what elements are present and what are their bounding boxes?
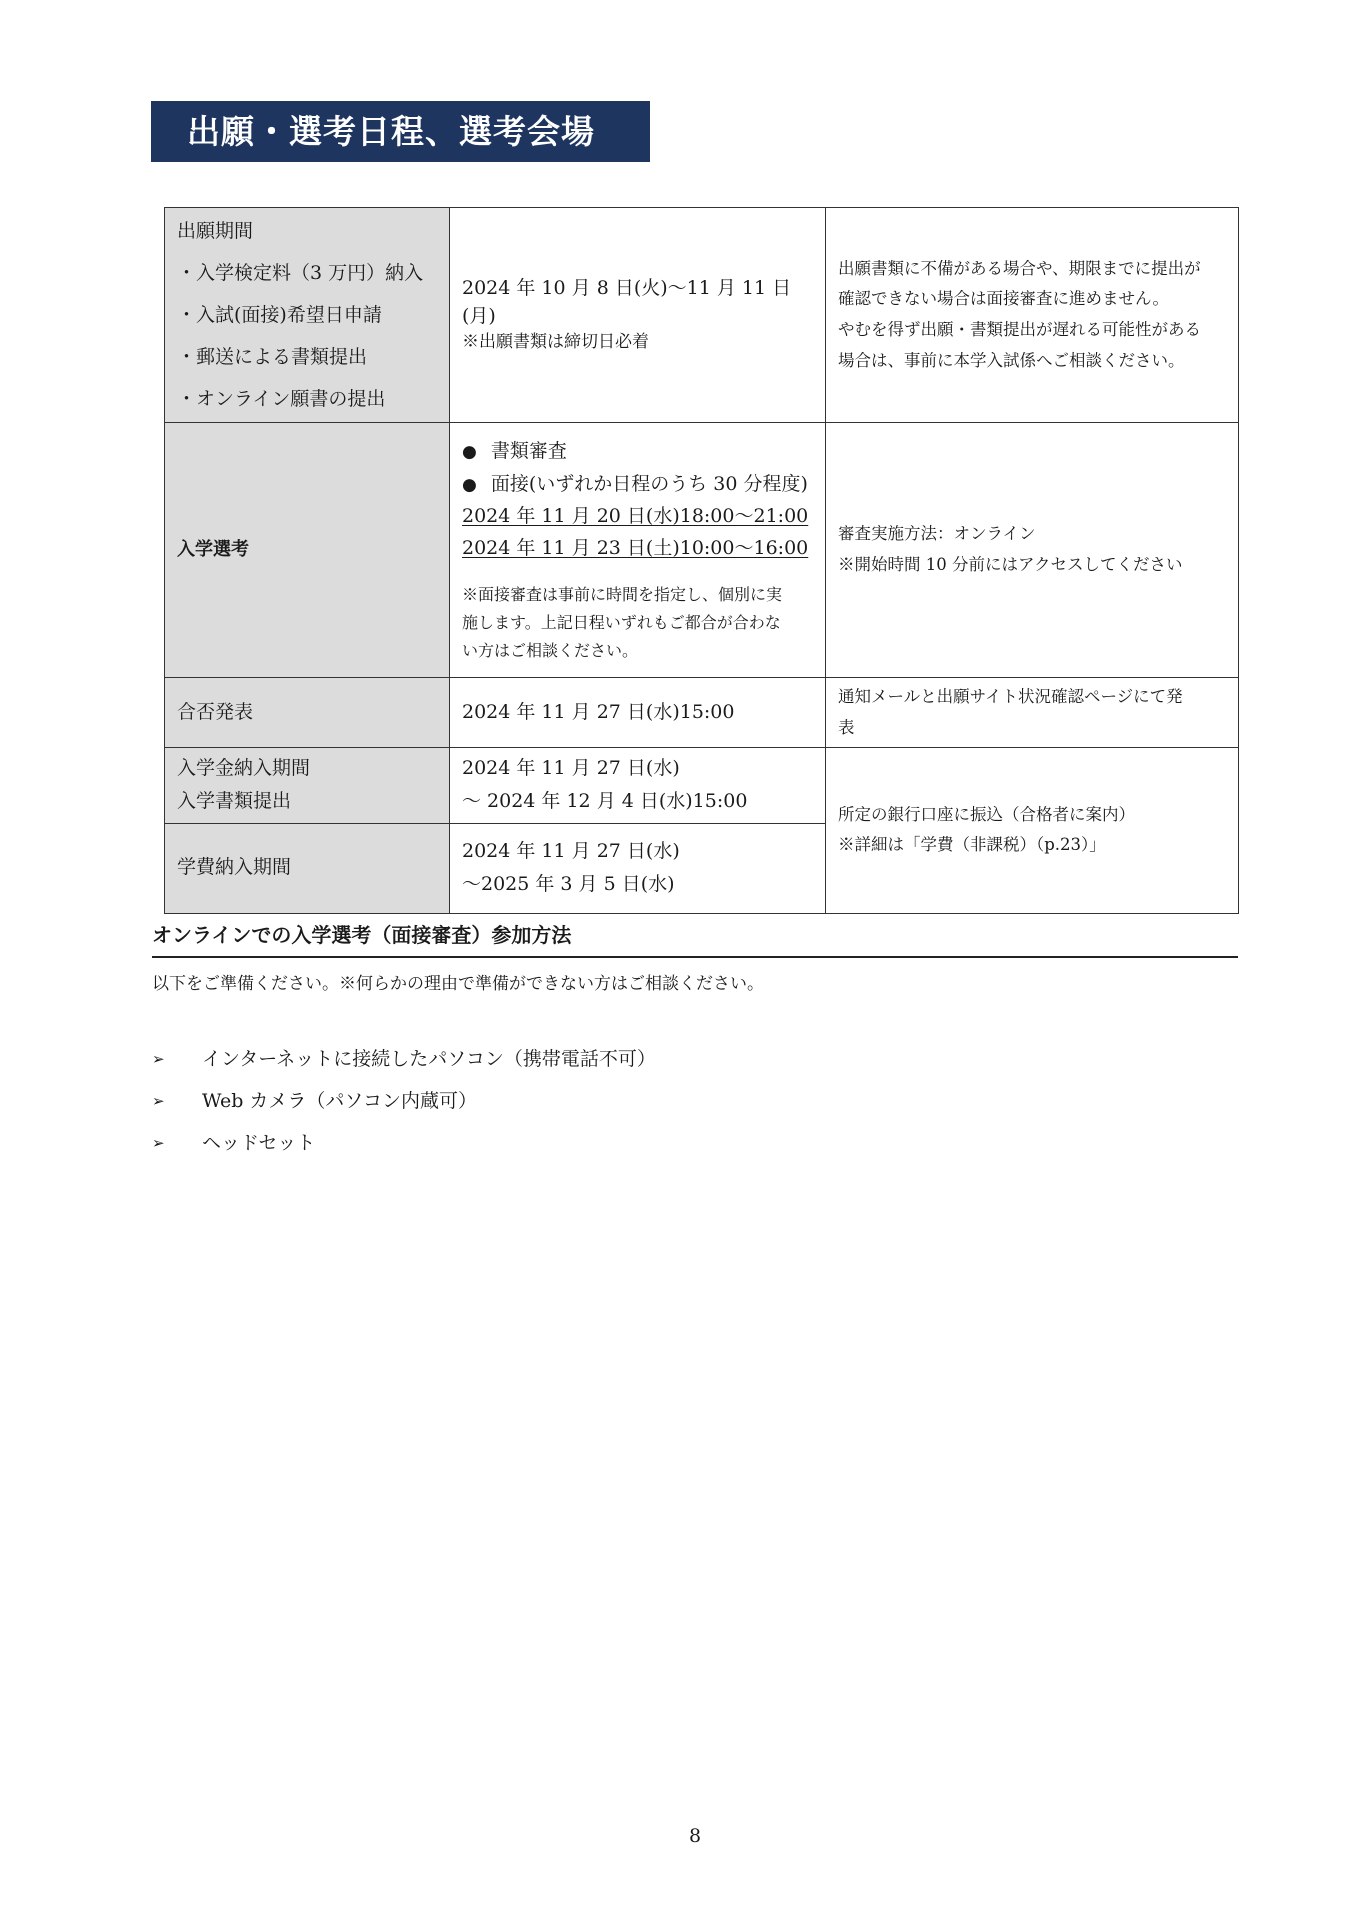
table-row	[165, 678, 1239, 748]
interview-note-line: ※面接審査は事前に時間を指定し、個別に実	[462, 584, 783, 604]
table-row	[165, 748, 1239, 824]
list-item	[152, 1122, 656, 1164]
application-deadline-note: ※出願書類は締切日必着	[462, 332, 649, 353]
enrollment-label: 入学金納入期間	[177, 757, 311, 780]
bullet-text: 面接(いずれか日程のうち 30 分程度)	[490, 472, 808, 495]
enrollment-date: ～ 2024 年 12 月 4 日(水)15:00	[462, 790, 748, 813]
page-number: 8	[688, 1825, 702, 1847]
result-label: 合否発表	[177, 700, 254, 723]
application-date-cell	[450, 208, 826, 423]
tuition-date: ～2025 年 3 月 5 日(水)	[462, 873, 675, 896]
application-label: 出願期間	[177, 220, 254, 242]
interview-note-line: い方はご相談ください。	[462, 640, 639, 660]
application-label-cell	[165, 208, 450, 423]
note-line: やむを得ず出願・書類提出が遅れる可能性がある	[838, 320, 1201, 339]
requirement-text: ヘッドセット	[202, 1132, 316, 1154]
table-row	[165, 423, 1239, 678]
selection-label-cell	[165, 423, 450, 678]
bullet-item	[462, 435, 813, 467]
note-line: ※開始時間 10 分前にはアクセスしてください	[838, 555, 1183, 574]
selection-note-cell	[826, 423, 1239, 678]
result-date-cell	[450, 678, 826, 748]
enrollment-label: 入学書類提出	[177, 790, 292, 813]
enrollment-date: 2024 年 11 月 27 日(水)	[462, 757, 680, 780]
application-item: ・入学検定料（3 万円）納入	[177, 262, 424, 284]
note-line: 所定の銀行口座に振込（合格者に案内）	[838, 804, 1135, 824]
note-line: 表	[838, 717, 855, 737]
application-item: ・入試(面接)希望日申請	[177, 304, 382, 326]
requirement-text: インターネットに接続したパソコン（携帯電話不可）	[202, 1048, 656, 1070]
application-note-cell	[826, 208, 1239, 423]
interview-date: 2024 年 11 月 20 日(水)18:00～21:00	[462, 505, 809, 527]
list-item	[152, 1038, 656, 1080]
arrow-bullet-icon: ➢	[152, 1050, 165, 1068]
note-line: 場合は、事前に本学入試係へご相談ください。	[838, 350, 1185, 370]
bullet-item	[462, 468, 813, 500]
application-item: ・郵送による書類提出	[177, 346, 368, 368]
online-section-heading: オンラインでの入学選考（面接審査）参加方法	[152, 919, 1238, 958]
bullet-icon: ●	[462, 442, 477, 463]
bullet-text: 書類審査	[490, 440, 567, 463]
tuition-date: 2024 年 11 月 27 日(水)	[462, 839, 680, 862]
enrollment-date-cell	[450, 748, 826, 824]
application-item: ・オンライン願書の提出	[177, 388, 386, 410]
arrow-bullet-icon: ➢	[152, 1092, 165, 1110]
schedule-table	[164, 207, 1239, 914]
interview-note-line: 施します。上記日程いずれもご都合が合わな	[462, 612, 781, 632]
tuition-label-cell	[165, 823, 450, 913]
table-row	[165, 208, 1239, 423]
enrollment-label-cell	[165, 748, 450, 824]
requirement-text: Web カメラ（パソコン内蔵可）	[202, 1090, 478, 1112]
note-line: 通知メールと出願サイト状況確認ページにて発	[838, 687, 1183, 706]
result-label-cell	[165, 678, 450, 748]
page-title: 出願・選考日程、選考会場	[151, 101, 650, 162]
result-date: 2024 年 11 月 27 日(水)15:00	[462, 700, 735, 723]
selection-label: 入学選考	[177, 539, 249, 561]
payment-note-cell	[826, 748, 1239, 914]
bullet-icon: ●	[462, 474, 477, 495]
application-date: 2024 年 10 月 8 日(火)～11 月 11 日(月)	[462, 277, 792, 327]
note-line: ※詳細は「学費（非課税）（p.23）」	[838, 835, 1106, 855]
arrow-bullet-icon: ➢	[152, 1134, 165, 1152]
note-line: 出願書類に不備がある場合や、期限までに提出が	[838, 258, 1201, 278]
list-item	[152, 1080, 656, 1122]
selection-detail-cell	[450, 423, 826, 678]
result-note-cell	[826, 678, 1239, 748]
tuition-label: 学費納入期間	[177, 856, 292, 879]
online-section-intro: 以下をご準備ください。※何らかの理由で準備ができない方はご相談ください。	[152, 974, 764, 994]
requirements-list	[152, 1038, 656, 1164]
note-line: 確認できない場合は面接審査に進めません。	[838, 289, 1169, 309]
tuition-date-cell	[450, 823, 826, 913]
note-line: 審査実施方法：オンライン	[838, 524, 1036, 544]
interview-date: 2024 年 11 月 23 日(土)10:00～16:00	[462, 537, 809, 560]
